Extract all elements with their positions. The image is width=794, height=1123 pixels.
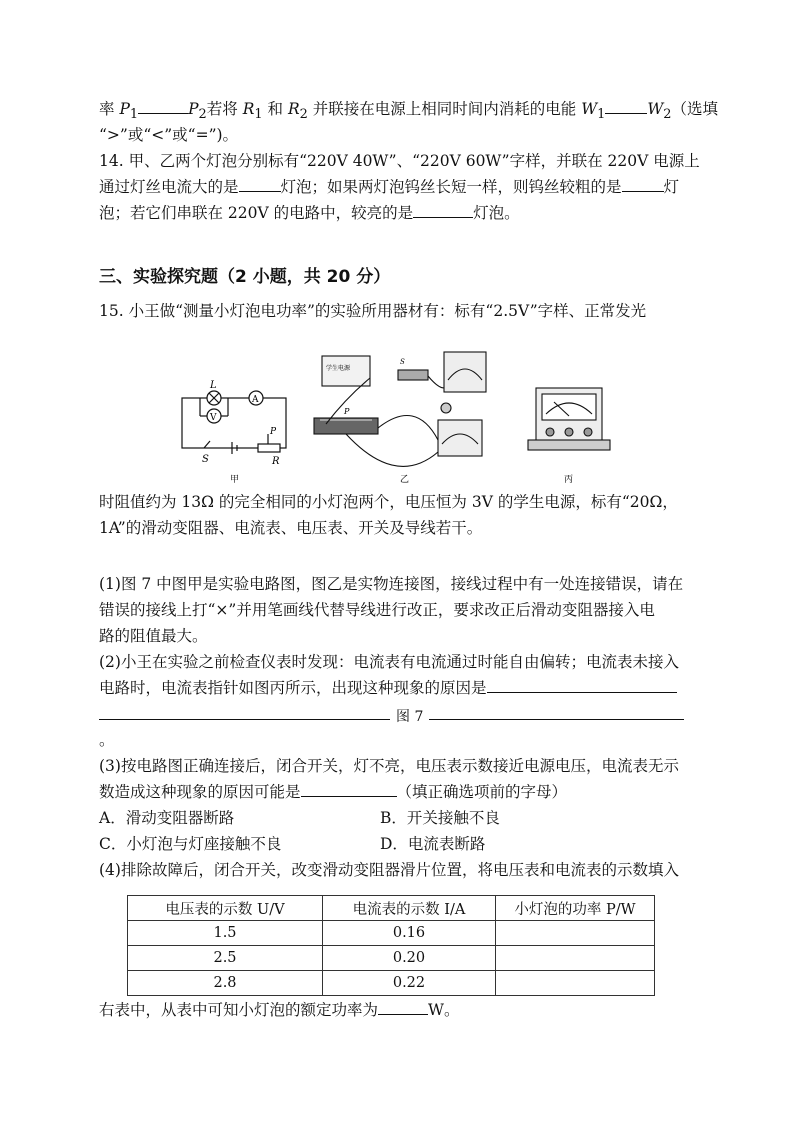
text: 电路时，电流表指针如图丙所示，出现这种现象的原因是 [99,679,487,697]
cell-power[interactable] [496,971,655,996]
q15-intro2: 时阻值约为 13Ω 的完全相同的小灯泡两个，电压恒为 3V 的学生电源，标有“20Ω， [99,493,678,511]
text: 并联接在电源上相同时间内消耗的电能 [307,100,582,118]
table-row [128,921,655,946]
option-b: B．开关接触不良 [380,809,500,827]
cell-current: 0.22 [323,971,496,996]
symbol-r2: R [287,100,300,118]
sub: 2 [198,107,207,123]
text: 泡；若它们串联在 220V 的电路中，较亮的是 [99,204,414,222]
cell-current: 0.16 [323,921,496,946]
q13-line1 [99,98,718,126]
table-header-row [128,896,655,921]
sub: 2 [299,107,308,123]
cell-power[interactable] [496,946,655,971]
q15-part2-line1: (2)小王在实验之前检查仪表时发现：电流表有电流通过时能自由偏转；电流表未接入 [99,653,679,671]
q14-line3 [99,202,520,224]
text: 灯泡；如果两灯泡钨丝长短一样，则钨丝较粗的是 [280,178,622,196]
text: 数造成这种现象的原因可能是 [99,783,301,801]
cell-power[interactable] [496,921,655,946]
caption-bing: 丙 [564,475,574,485]
header-power: 小灯泡的功率 P/W [496,896,655,921]
table-row [128,946,655,971]
blank-part3-choice[interactable] [301,781,397,797]
q15-part1-line1: (1)图 7 中图甲是实验电路图，图乙是实物连接图，接线过程中有一处连接错误，请在 [99,575,684,593]
table-row [128,971,655,996]
power-supply-label: 学生电源 [326,365,351,372]
text: 通过灯丝电流大的是 [99,178,239,196]
text: 灯 [663,178,680,196]
label-L: L [210,380,217,391]
q15-part1-line3: 路的阻值最大。 [99,627,208,645]
symbol-w2: W [647,100,664,118]
circuit-diagram-jia [182,391,286,454]
label-V: V [210,413,217,423]
blank-part2-reason[interactable] [487,677,677,693]
symbol-p1: P [119,100,130,118]
cell-current: 0.20 [323,946,496,971]
blank-p-compare[interactable] [138,98,188,114]
cell-voltage: 1.5 [128,921,323,946]
q15-part2-line2 [99,677,677,699]
header-voltage: 电压表的示数 U/V [128,896,323,921]
blank-q14-1[interactable] [239,176,281,192]
symbol-p2: P [188,100,199,118]
q15-part2-end: 。 [99,731,115,749]
text: 右表中，从表中可知小灯泡的额定功率为 [99,1001,379,1019]
text: W。 [428,1001,460,1019]
sub: 1 [254,107,263,123]
text: 率 [99,100,120,118]
blank-rated-power[interactable] [378,999,428,1015]
text: 若将 [206,100,243,118]
cell-voltage: 2.5 [128,946,323,971]
text: 灯泡。 [473,204,520,222]
q14-line1: 14. 甲、乙两个灯泡分别标有“220V 40W”、“220V 60W”字样，并联在 220V 电源上 [99,152,700,170]
option-a: A．滑动变阻器断路 [99,809,235,827]
text: 和 [262,100,288,118]
caption-yi: 乙 [400,475,410,485]
q15-part1-line2: 错误的接线上打“×”并用笔画线代替导线进行改正，要求改正后滑动变阻器接入电 [99,601,655,619]
option-d: D．电流表断路 [380,835,486,853]
sub: 1 [597,107,606,123]
sub: 1 [129,107,139,123]
ammeter-bing [528,388,610,450]
label-R: R [272,456,280,467]
text: （选填 [671,100,719,118]
q15-intro: 15. 小王做“测量小灯泡电功率”的实验所用器材有：标有“2.5V”字样、正常发光 [99,302,647,320]
q15-part4-line2 [99,999,459,1021]
blank-q14-3[interactable] [413,202,473,218]
sub: 2 [663,107,672,123]
label-A: A [252,395,259,405]
blank-q14-2[interactable] [622,176,664,192]
q15-intro3: 1A”的滑动变阻器、电流表、电压表、开关及导线若干。 [99,519,483,537]
figure-7-illustration [176,348,636,488]
option-c: C．小灯泡与灯座接触不良 [99,835,282,853]
blank-w-compare[interactable] [605,98,647,114]
text: （填正确选项前的字母） [396,783,568,801]
cell-voltage: 2.8 [128,971,323,996]
q14-line2 [99,176,679,198]
symbol-w1: W [581,100,598,118]
q15-part3-line1: (3)按电路图正确连接后，闭合开关，灯不亮，电压表示数接近电源电压，电流表无示 [99,757,679,775]
q15-part3-line2 [99,781,567,803]
label-S: S [202,454,209,465]
q15-part4-line1: (4)排除故障后，闭合开关，改变滑动变阻器滑片位置，将电压表和电流表的示数填入 [99,861,679,879]
label-P-rheostat: P [344,407,350,416]
caption-jia: 甲 [230,475,240,485]
data-table [127,895,655,996]
figure-caption: 图 7 [390,706,429,726]
section-heading: 三、实验探究题（2 小题，共 20 分） [99,267,391,287]
symbol-r1: R [242,100,255,118]
label-P: P [270,427,277,437]
label-s-switch: S [400,358,405,366]
q13-line2: “>”或“<”或“=”)。 [99,126,239,144]
header-current: 电流表的示数 I/A [323,896,496,921]
